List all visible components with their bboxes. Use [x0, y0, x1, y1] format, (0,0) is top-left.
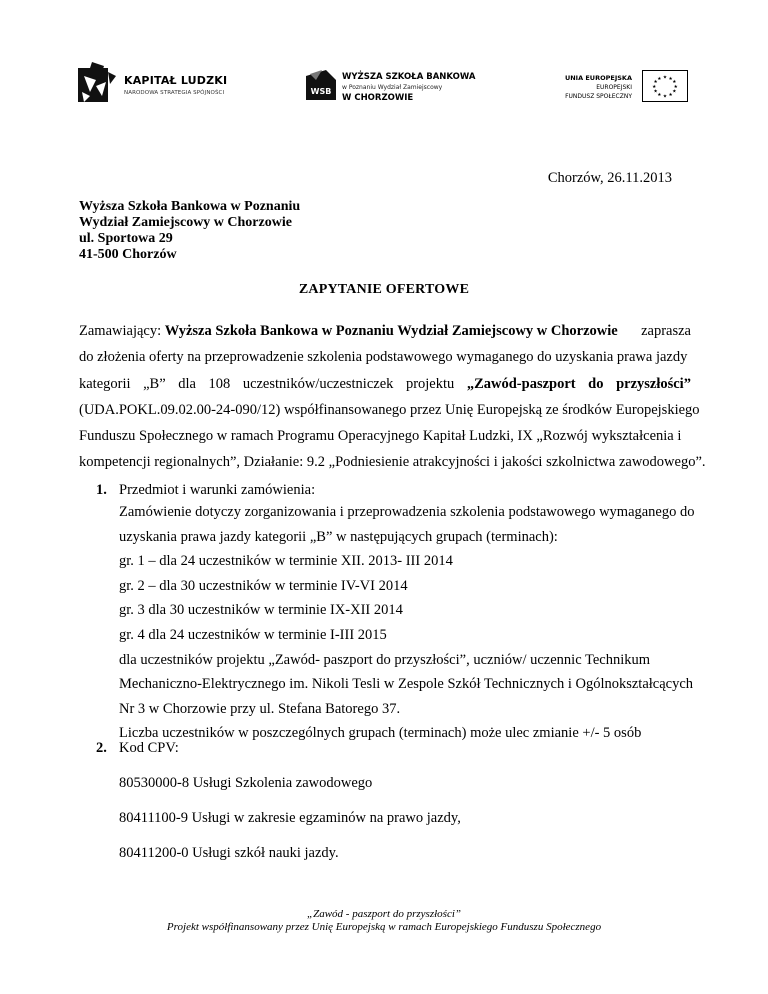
svg-text:★: ★ — [668, 92, 673, 98]
section-2-number: 2. — [96, 740, 107, 756]
document-date: Chorzów, 26.11.2013 — [547, 170, 672, 186]
intro-line-1: Zamawiający: Wyższa Szkoła Bankowa w Poznaniu Wydział Zamiejscowy w Chorzowie zaprasza — [79, 323, 691, 339]
svg-text:★: ★ — [657, 92, 662, 98]
footer-project-name: „Zawód - paszport do przyszłości” — [306, 908, 462, 920]
section-1-line: Nr 3 w Chorzowie przy ul. Stefana Batorego 37. — [119, 700, 401, 717]
section-2-title: Kod CPV: — [119, 740, 179, 756]
section-1-line: Mechaniczno-Elektrycznego im. Nikoli Tesli w Zespole Szkół Technicznych i Ogólnokształcących — [119, 676, 694, 693]
section-1-line: gr. 2 – dla 30 uczestników w terminie IV-VI 2014 — [119, 577, 408, 594]
eu-line-1: UNIA EUROPEJSKA — [564, 74, 632, 82]
section-1-number: 1. — [96, 482, 107, 498]
wsb-subtitle: w Poznaniu Wydział Zamiejscowy — [342, 84, 443, 91]
wsb-city: W CHORZOWIE — [342, 93, 414, 103]
cpv-code: 80411200-0 Usługi szkół nauki jazdy. — [119, 845, 339, 861]
svg-text:★: ★ — [672, 89, 677, 95]
eu-line-2: EUROPEJSKI — [596, 84, 632, 91]
svg-text:★: ★ — [668, 76, 673, 82]
address-line: ul. Sportowa 29 — [79, 231, 173, 246]
cpv-code: 80411100-9 Usługi w zakresie egzaminów na prawo jazdy, — [119, 810, 461, 826]
svg-text:★: ★ — [662, 75, 668, 81]
wsb-emblem-text: WSB — [310, 87, 332, 96]
section-1-title: Przedmiot i warunki zamówienia: — [119, 482, 316, 498]
section-1-body — [119, 500, 695, 746]
intro-line-5: Funduszu Społecznego w ramach Programu Operacyjnego Kapitał Ludzki, IX „Rozwój wykształcenia i — [79, 428, 682, 445]
address-line: 41-500 Chorzów — [79, 247, 177, 262]
address-line: Wyższa Szkoła Bankowa w Poznaniu — [79, 199, 301, 214]
section-1-line: dla uczestników projektu „Zawód- paszport do przyszłości”, uczniów/ uczennic Technikum — [119, 651, 651, 668]
section-1-line: Liczba uczestników w poszczególnych grupach (terminach) może ulec zmianie +/- 5 osób — [119, 725, 642, 742]
eu-logo — [548, 70, 688, 110]
eu-flag-icon — [642, 70, 688, 102]
intro-line-2: do złożenia oferty na przeprowadzenie szkolenia podstawowego wymaganego do uzyskania prawa jazdy — [79, 349, 688, 366]
section-1-line: gr. 1 – dla 24 uczestników w terminie XII. 2013- III 2014 — [119, 553, 453, 570]
eu-line-3: FUNDUSZ SPOŁECZNY — [565, 93, 632, 100]
svg-text:★: ★ — [657, 76, 662, 82]
document-heading: ZAPYTANIE OFERTOWE — [298, 282, 470, 297]
svg-text:★: ★ — [653, 80, 658, 86]
kapital-ludzki-emblem-icon — [78, 62, 118, 106]
kapital-ludzki-title: KAPITAŁ LUDZKI — [124, 74, 228, 87]
wsb-emblem-icon — [306, 70, 336, 100]
svg-text:★: ★ — [673, 84, 678, 90]
svg-text:★: ★ — [672, 80, 677, 86]
svg-text:★: ★ — [652, 84, 657, 90]
cpv-code: 80530000-8 Usługi Szkolenia zawodowego — [119, 775, 373, 791]
svg-text:★: ★ — [662, 94, 668, 100]
footer-funding-note: Projekt współfinansowany przez Unię Europejską w ramach Europejskiego Funduszu Społecznego — [166, 921, 602, 933]
address-line: Wydział Zamiejscowy w Chorzowie — [79, 215, 292, 230]
intro-line-6: kompetencji regionalnych”, Działanie: 9.2 „Podniesienie atrakcyjności i jakości szkolnictwa zawodowego”. — [79, 454, 706, 471]
intro-paragraph — [79, 318, 706, 476]
ordering-party-name: Wyższa Szkoła Bankowa w Poznaniu Wydział Zamiejscowy w Chorzowie — [164, 323, 618, 339]
section-1-line: uzyskania prawa jazdy kategorii „B” w następujących grupach (terminach): — [119, 528, 558, 545]
recipient-address — [79, 199, 300, 263]
intro-line-4: (UDA.POKL.09.02.00-24-090/12) współfinansowanego przez Unię Europejską ze środków Europejskiego — [79, 401, 700, 418]
wsb-title: WYŻSZA SZKOŁA BANKOWA — [342, 72, 476, 82]
kapital-ludzki-logo — [78, 62, 228, 106]
section-1-line: gr. 4 dla 24 uczestników w terminie I-III 2015 — [119, 626, 387, 643]
section-1-line: Zamówienie dotyczy zorganizowania i przeprowadzenia szkolenia podstawowego wymaganego do — [119, 504, 695, 520]
intro-line-3: kategorii „B” dla 108 uczestników/uczestniczek projektu „Zawód-paszport do przyszłości” — [79, 375, 691, 392]
wsb-logo — [306, 68, 496, 108]
svg-text:★: ★ — [653, 89, 658, 95]
kapital-ludzki-subtitle: NARODOWA STRATEGIA SPÓJNOŚCI — [124, 90, 225, 96]
section-1-line: gr. 3 dla 30 uczestników w terminie IX-XII 2014 — [119, 602, 403, 619]
